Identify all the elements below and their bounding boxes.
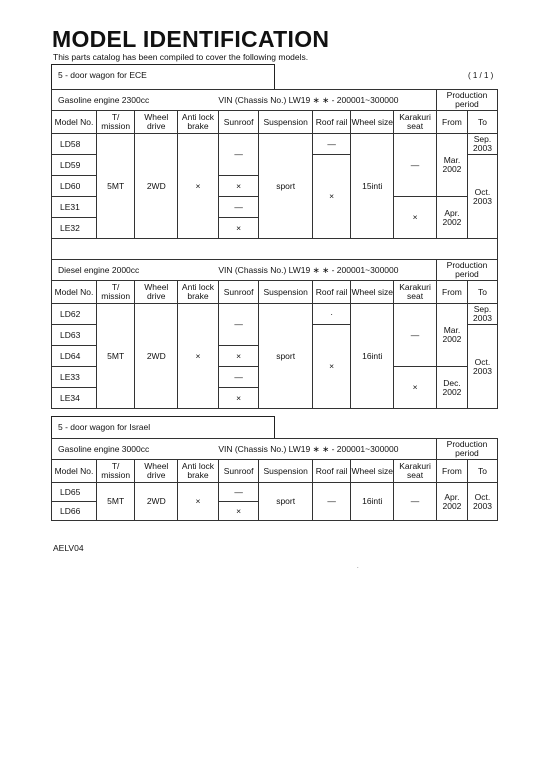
transmission-cell: 5MT — [96, 304, 134, 409]
col-header: Wheel drive — [135, 281, 178, 304]
stray-mark: . — [357, 564, 359, 570]
to-cell: Oct. 2003 — [467, 483, 497, 521]
catalog-code: AELV04 — [53, 543, 84, 553]
vin-range: VIN (Chassis No.) LW19 ∗ ∗ - 200001~300000 — [218, 90, 436, 111]
from-cell: Apr. 2002 — [436, 197, 467, 239]
abs-cell: × — [178, 304, 219, 409]
ece-spec-table — [51, 89, 498, 409]
col-header: Karakuri seat — [394, 460, 437, 483]
col-header: To — [467, 460, 497, 483]
section-tab-israel: 5 - door wagon for Israel — [51, 416, 275, 438]
col-header: Model No. — [52, 111, 97, 134]
col-header: Roof rail — [312, 111, 350, 134]
model-no: LE32 — [52, 218, 97, 239]
from-cell: Dec. 2002 — [436, 367, 467, 409]
vin-range: VIN (Chassis No.) LW19 ∗ ∗ - 200001~300000 — [218, 439, 436, 460]
suspension-cell: sport — [259, 483, 312, 521]
col-header: Sunroof — [218, 111, 259, 134]
to-cell: Oct. 2003 — [467, 155, 497, 239]
sunroof-cell: × — [218, 218, 259, 239]
page-subtitle: This parts catalog has been compiled to cover the following models. — [53, 52, 309, 62]
col-header: Anti lock brake — [178, 281, 219, 304]
production-period-header: Production period — [436, 260, 497, 281]
col-header: Anti lock brake — [178, 460, 219, 483]
col-header: Karakuri seat — [394, 281, 437, 304]
col-header: To — [467, 281, 497, 304]
karakuri-cell: — — [394, 483, 437, 521]
suspension-cell: sport — [259, 304, 312, 409]
from-cell: Apr. 2002 — [436, 483, 467, 521]
abs-cell: × — [178, 483, 219, 521]
wheel-size-cell: 16inti — [351, 304, 394, 409]
engine-label: Gasoline engine 2300cc — [52, 90, 219, 111]
roof-rail-cell: × — [312, 155, 350, 239]
from-cell: Mar. 2002 — [436, 134, 467, 197]
col-header: Wheel size — [351, 460, 394, 483]
section-tab-ece: 5 - door wagon for ECE — [51, 64, 275, 89]
engine-label: Gasoline engine 3000cc — [52, 439, 219, 460]
wheel-drive-cell: 2WD — [135, 134, 178, 239]
col-header: Wheel size — [351, 111, 394, 134]
sunroof-cell: — — [218, 134, 259, 176]
roof-rail-cell: × — [312, 325, 350, 409]
col-header: Wheel size — [351, 281, 394, 304]
transmission-cell: 5MT — [96, 483, 134, 521]
roof-rail-cell: — — [312, 483, 350, 521]
col-header: Sunroof — [218, 460, 259, 483]
to-cell: Sep. 2003 — [467, 304, 497, 325]
sunroof-cell: × — [218, 176, 259, 197]
karakuri-cell: × — [394, 367, 437, 409]
col-header: T/ mission — [96, 281, 134, 304]
sunroof-cell: — — [218, 304, 259, 346]
israel-spec-table — [51, 438, 498, 521]
model-no: LE31 — [52, 197, 97, 218]
from-cell: Mar. 2002 — [436, 304, 467, 367]
page-number: ( 1 / 1 ) — [468, 71, 494, 80]
model-no: LE34 — [52, 388, 97, 409]
model-no: LD64 — [52, 346, 97, 367]
model-no: LD62 — [52, 304, 97, 325]
col-header: T/ mission — [96, 111, 134, 134]
col-header: T/ mission — [96, 460, 134, 483]
abs-cell: × — [178, 134, 219, 239]
col-header: Suspension — [259, 281, 312, 304]
col-header: From — [436, 460, 467, 483]
model-no: LD58 — [52, 134, 97, 155]
model-no: LD59 — [52, 155, 97, 176]
to-cell: Oct. 2003 — [467, 325, 497, 409]
model-no: LD66 — [52, 502, 97, 521]
col-header: To — [467, 111, 497, 134]
transmission-cell: 5MT — [96, 134, 134, 239]
suspension-cell: sport — [259, 134, 312, 239]
col-header: Model No. — [52, 460, 97, 483]
col-header: Roof rail — [312, 281, 350, 304]
roof-rail-cell: — — [312, 134, 350, 155]
col-header: Karakuri seat — [394, 111, 437, 134]
col-header: Model No. — [52, 281, 97, 304]
col-header: Suspension — [259, 460, 312, 483]
production-period-header: Production period — [436, 90, 497, 111]
col-header: Anti lock brake — [178, 111, 219, 134]
sunroof-cell: × — [218, 502, 259, 521]
wheel-drive-cell: 2WD — [135, 483, 178, 521]
sunroof-cell: — — [218, 483, 259, 502]
production-period-header: Production period — [436, 439, 497, 460]
model-no: LD63 — [52, 325, 97, 346]
col-header: Roof rail — [312, 460, 350, 483]
col-header: Wheel drive — [135, 111, 178, 134]
karakuri-cell: — — [394, 134, 437, 197]
col-header: From — [436, 111, 467, 134]
engine-label: Diesel engine 2000cc — [52, 260, 219, 281]
col-header: Suspension — [259, 111, 312, 134]
sunroof-cell: — — [218, 197, 259, 218]
section-gap — [52, 239, 498, 260]
sunroof-cell: × — [218, 346, 259, 367]
model-no: LE33 — [52, 367, 97, 388]
col-header: Sunroof — [218, 281, 259, 304]
wheel-size-cell: 15inti — [351, 134, 394, 239]
karakuri-cell: × — [394, 197, 437, 239]
col-header: From — [436, 281, 467, 304]
wheel-size-cell: 16inti — [351, 483, 394, 521]
page-title: MODEL IDENTIFICATION — [52, 26, 330, 52]
model-no: LD65 — [52, 483, 97, 502]
roof-rail-cell: · — [312, 304, 350, 325]
vin-range: VIN (Chassis No.) LW19 ∗ ∗ - 200001~300000 — [218, 260, 436, 281]
karakuri-cell: — — [394, 304, 437, 367]
sunroof-cell: — — [218, 367, 259, 388]
model-no: LD60 — [52, 176, 97, 197]
sunroof-cell: × — [218, 388, 259, 409]
to-cell: Sep. 2003 — [467, 134, 497, 155]
col-header: Wheel drive — [135, 460, 178, 483]
wheel-drive-cell: 2WD — [135, 304, 178, 409]
